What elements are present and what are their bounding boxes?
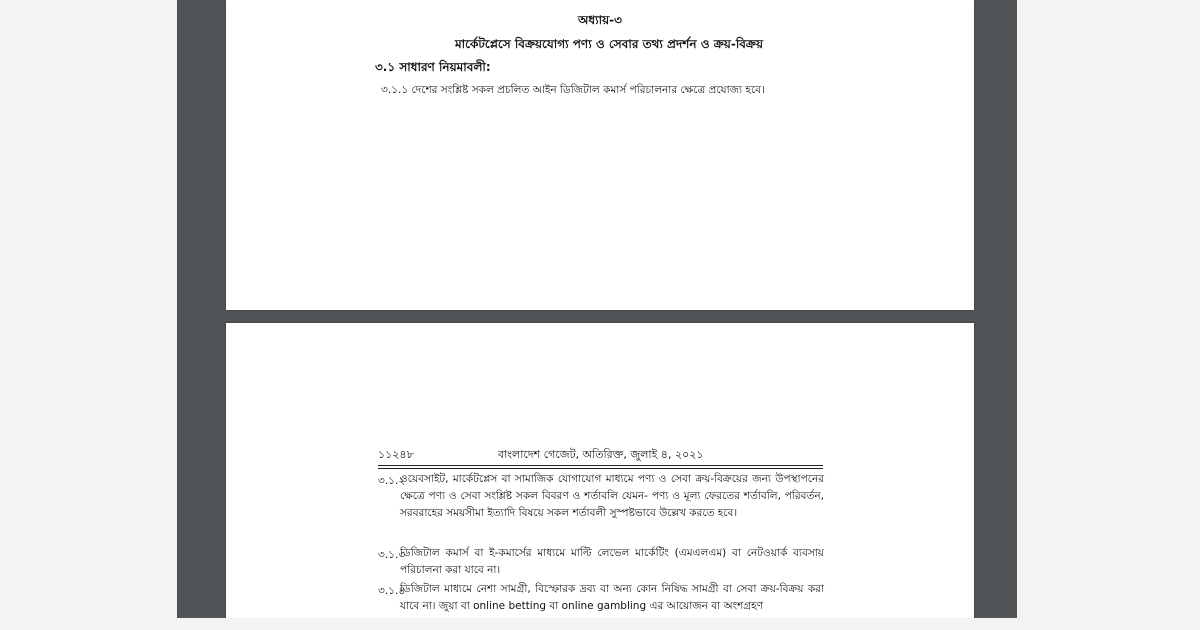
clause-3-1-1: ৩.১.১ দেশের সংশ্লিষ্ট সকল প্রচলিত আইন ডিজিটাল কমার্স পরিচালনার ক্ষেত্রে প্রযোজ্য হবে। (381, 84, 765, 96)
section-title: মার্কেটপ্লেসে বিক্রয়যোগ্য পণ্য ও সেবার তথ্য প্রদর্শন ও ক্রয়-বিক্রয় (455, 37, 764, 51)
document-viewer[interactable] (177, 0, 1017, 630)
document-page-2 (226, 323, 974, 630)
viewer-bottom-edge (0, 618, 1200, 630)
page-number: ১১২৪৮ (378, 448, 414, 461)
clause-text: ডিজিটাল মাধ্যমে নেশা সামগ্রী, বিস্ফোরক দ্রব্য বা অন্য কোন নিষিদ্ধ সামগ্রী বা সেবা ক্রয়-বিক্রয় করা যাবে না। জুয়া বা online betting বা online gambling এর আয়োজন বা অংশগ্রহণ (400, 583, 824, 612)
clause-text: ডিজিটাল কমার্স বা ই-কমার্সের মাধ্যমে মাল্টি লেভেল মার্কেটিং (এমএলএম) বা নেটওয়ার্ক ব্যবসায় পরিচালনা করা যাবে না। (400, 547, 824, 576)
gazette-header: বাংলাদেশ গেজেট, অতিরিক্ত, জুলাই ৪, ২০২১ (498, 448, 704, 461)
header-rule (378, 465, 823, 466)
clause-number: ৩.১.৩ (378, 549, 406, 561)
chapter-heading: অধ্যায়-৩ (578, 13, 622, 27)
clause-number: ৩.১.৪ (378, 585, 406, 597)
document-page-1 (226, 0, 974, 310)
header-rule (378, 468, 823, 469)
clause-number: ৩.১.২ (378, 475, 406, 487)
subsection-heading: ৩.১ সাধারণ নিয়মাবলী: (375, 60, 491, 74)
clause-text: ওয়েবসাইট, মার্কেটপ্লেস বা সামাজিক যোগাযোগ মাধ্যমে পণ্য ও সেবা ক্রয়-বিক্রয়ের জন্য উপস্থাপনের ক্ষেত্রে পণ্য ও সেবা সংশ্লিষ্ট সকল বিবরণ ও শর্তাবলি যেমন- পণ্য ও মূল্য ফেরতের শর্তাবলি, পরিবর্তন, সরবরাহের সময়সীমা ইত্যাদি বিষয়ে সকল শর্তাবলী সুস্পষ্টভাবে উল্লেখ করতে হবে। (400, 473, 824, 519)
